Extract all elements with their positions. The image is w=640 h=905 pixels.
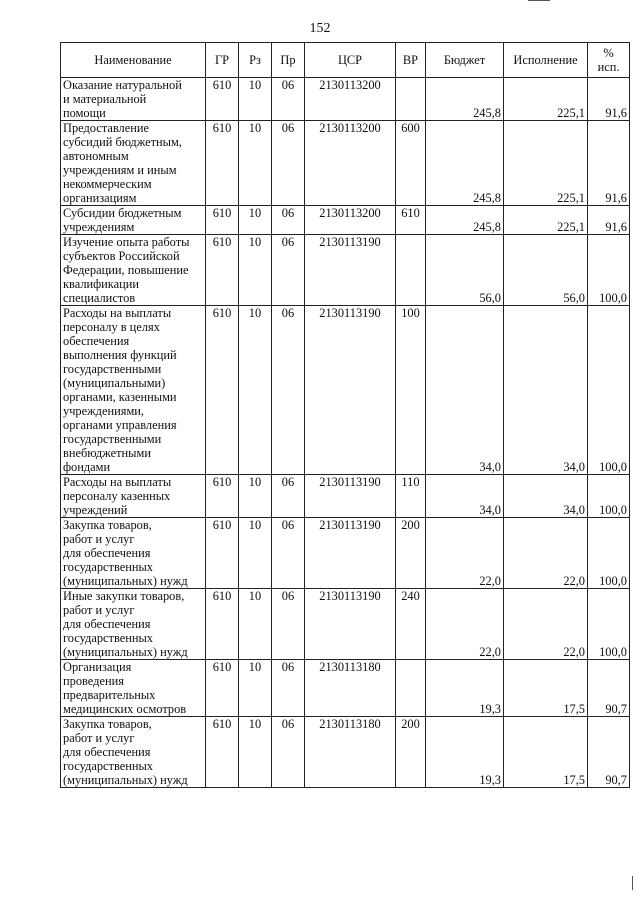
cell-pr: 06 (272, 475, 305, 518)
cell-execution: 22,0 (504, 518, 588, 589)
cell-execution: 17,5 (504, 717, 588, 788)
cell-budget: 56,0 (426, 235, 504, 306)
cell-rz: 10 (239, 78, 272, 121)
header-rz: Рз (239, 43, 272, 78)
cell-budget: 19,3 (426, 660, 504, 717)
scan-mark-bottom (632, 876, 633, 890)
row-name-line: Закупка товаров, (63, 717, 152, 731)
row-name-line: для обеспечения (63, 617, 151, 631)
row-name-line: некоммерческим (63, 177, 152, 191)
cell-csr: 2130113190 (305, 475, 396, 518)
row-name-line: организациям (63, 191, 137, 205)
header-gr: ГР (206, 43, 239, 78)
cell-rz: 10 (239, 306, 272, 475)
cell-rz: 10 (239, 206, 272, 235)
header-vr: ВР (396, 43, 426, 78)
cell-pr: 06 (272, 306, 305, 475)
cell-gr: 610 (206, 78, 239, 121)
cell-budget: 34,0 (426, 306, 504, 475)
cell-budget: 245,8 (426, 78, 504, 121)
cell-gr: 610 (206, 475, 239, 518)
table-row (61, 235, 630, 306)
cell-csr: 2130113200 (305, 78, 396, 121)
row-name-line: органами управления (63, 418, 177, 432)
row-name-line: Расходы на выплаты (63, 306, 172, 320)
cell-budget: 22,0 (426, 589, 504, 660)
table-row (61, 589, 630, 660)
row-name-line: учреждениями, (63, 404, 145, 418)
cell-budget: 22,0 (426, 518, 504, 589)
cell-gr: 610 (206, 206, 239, 235)
cell-csr: 2130113190 (305, 235, 396, 306)
cell-rz: 10 (239, 518, 272, 589)
cell-percent: 100,0 (588, 589, 630, 660)
row-name-line: Субсидии бюджетным (63, 206, 182, 220)
header-percent-line1: % (603, 46, 614, 60)
cell-vr: 200 (396, 717, 426, 788)
cell-execution: 225,1 (504, 78, 588, 121)
row-name-line: Закупка товаров, (63, 518, 152, 532)
row-name-line: Федерации, повышение (63, 263, 189, 277)
row-name-line: предварительных (63, 688, 156, 702)
row-name (61, 475, 206, 518)
row-name (61, 518, 206, 589)
cell-pr: 06 (272, 121, 305, 206)
cell-percent: 91,6 (588, 206, 630, 235)
header-row (61, 43, 630, 78)
row-name-line: помощи (63, 106, 106, 120)
table-row (61, 121, 630, 206)
cell-percent: 90,7 (588, 660, 630, 717)
table-row (61, 306, 630, 475)
cell-budget: 245,8 (426, 206, 504, 235)
row-name-line: государственных (63, 631, 154, 645)
cell-pr: 06 (272, 78, 305, 121)
row-name-line: учреждений (63, 503, 128, 517)
row-name (61, 306, 206, 475)
row-name-line: квалификации (63, 277, 140, 291)
cell-vr: 200 (396, 518, 426, 589)
row-name-line: проведения (63, 674, 124, 688)
cell-csr: 2130113200 (305, 206, 396, 235)
row-name-line: органами, казенными (63, 390, 177, 404)
cell-budget: 34,0 (426, 475, 504, 518)
cell-execution: 22,0 (504, 589, 588, 660)
cell-vr: 610 (396, 206, 426, 235)
row-name-line: государственными (63, 362, 162, 376)
row-name-line: Организация (63, 660, 132, 674)
cell-csr: 2130113200 (305, 121, 396, 206)
cell-rz: 10 (239, 660, 272, 717)
row-name-line: работ и услуг (63, 731, 135, 745)
row-name (61, 717, 206, 788)
row-name-line: государственных (63, 759, 154, 773)
row-name-line: государственных (63, 560, 154, 574)
row-name-line: специалистов (63, 291, 136, 305)
cell-execution: 225,1 (504, 121, 588, 206)
row-name (61, 78, 206, 121)
cell-csr: 2130113190 (305, 306, 396, 475)
row-name-line: для обеспечения (63, 745, 151, 759)
row-name-line: и материальной (63, 92, 147, 106)
cell-pr: 06 (272, 660, 305, 717)
table-body (61, 78, 630, 788)
row-name-line: Расходы на выплаты (63, 475, 172, 489)
cell-rz: 10 (239, 121, 272, 206)
cell-vr (396, 78, 426, 121)
header-percent-line2: исп. (597, 60, 620, 74)
row-name-line: Иные закупки товаров, (63, 589, 185, 603)
cell-budget: 19,3 (426, 717, 504, 788)
table-row (61, 518, 630, 589)
cell-gr: 610 (206, 660, 239, 717)
cell-execution: 34,0 (504, 306, 588, 475)
cell-csr: 2130113180 (305, 717, 396, 788)
row-name-line: (муниципальными) (63, 376, 166, 390)
row-name-line: субсидий бюджетным, (63, 135, 182, 149)
cell-vr: 600 (396, 121, 426, 206)
row-name-line: государственными (63, 432, 162, 446)
cell-rz: 10 (239, 717, 272, 788)
cell-gr: 610 (206, 121, 239, 206)
cell-rz: 10 (239, 475, 272, 518)
cell-pr: 06 (272, 518, 305, 589)
cell-percent: 100,0 (588, 475, 630, 518)
row-name-line: учреждениям и иным (63, 163, 177, 177)
header-pr: Пр (272, 43, 305, 78)
row-name (61, 206, 206, 235)
row-name-line: автономным (63, 149, 129, 163)
row-name-line: (муниципальных) нужд (63, 773, 188, 787)
cell-percent: 91,6 (588, 78, 630, 121)
row-name-line: персоналу казенных (63, 489, 171, 503)
row-name-line: фондами (63, 460, 111, 474)
row-name (61, 235, 206, 306)
row-name (61, 660, 206, 717)
header-name: Наименование (61, 43, 206, 78)
cell-execution: 56,0 (504, 235, 588, 306)
table-row (61, 206, 630, 235)
row-name-line: Изучение опыта работы (63, 235, 190, 249)
row-name-line: выполнения функций (63, 348, 177, 362)
cell-gr: 610 (206, 235, 239, 306)
row-name-line: Оказание натуральной (63, 78, 182, 92)
cell-csr: 2130113180 (305, 660, 396, 717)
header-execution: Исполнение (504, 43, 588, 78)
cell-gr: 610 (206, 518, 239, 589)
table-row (61, 78, 630, 121)
cell-csr: 2130113190 (305, 589, 396, 660)
row-name-line: субъектов Российской (63, 249, 180, 263)
cell-gr: 610 (206, 717, 239, 788)
cell-vr (396, 235, 426, 306)
budget-table (60, 42, 630, 788)
cell-percent: 90,7 (588, 717, 630, 788)
row-name-line: работ и услуг (63, 603, 135, 617)
header-budget: Бюджет (426, 43, 504, 78)
header-percent (588, 43, 630, 78)
table-row (61, 660, 630, 717)
cell-vr: 240 (396, 589, 426, 660)
cell-rz: 10 (239, 589, 272, 660)
row-name-line: Предоставление (63, 121, 149, 135)
cell-execution: 225,1 (504, 206, 588, 235)
cell-pr: 06 (272, 717, 305, 788)
row-name-line: обеспечения (63, 334, 130, 348)
cell-vr: 100 (396, 306, 426, 475)
cell-pr: 06 (272, 589, 305, 660)
cell-execution: 34,0 (504, 475, 588, 518)
cell-percent: 100,0 (588, 306, 630, 475)
scan-mark-top (528, 0, 550, 1)
cell-percent: 100,0 (588, 518, 630, 589)
cell-execution: 17,5 (504, 660, 588, 717)
table-row (61, 475, 630, 518)
cell-gr: 610 (206, 306, 239, 475)
header-csr: ЦСР (305, 43, 396, 78)
row-name-line: персоналу в целях (63, 320, 160, 334)
cell-pr: 06 (272, 235, 305, 306)
row-name-line: внебюджетными (63, 446, 151, 460)
cell-pr: 06 (272, 206, 305, 235)
row-name-line: (муниципальных) нужд (63, 574, 188, 588)
cell-percent: 100,0 (588, 235, 630, 306)
cell-vr: 110 (396, 475, 426, 518)
cell-gr: 610 (206, 589, 239, 660)
row-name-line: работ и услуг (63, 532, 135, 546)
row-name-line: медицинских осмотров (63, 702, 187, 716)
row-name (61, 589, 206, 660)
cell-csr: 2130113190 (305, 518, 396, 589)
table-row (61, 717, 630, 788)
cell-rz: 10 (239, 235, 272, 306)
row-name-line: учреждениям (63, 220, 135, 234)
row-name-line: (муниципальных) нужд (63, 645, 188, 659)
row-name-line: для обеспечения (63, 546, 151, 560)
page-number: 152 (309, 21, 331, 36)
row-name (61, 121, 206, 206)
cell-percent: 91,6 (588, 121, 630, 206)
cell-budget: 245,8 (426, 121, 504, 206)
cell-vr (396, 660, 426, 717)
